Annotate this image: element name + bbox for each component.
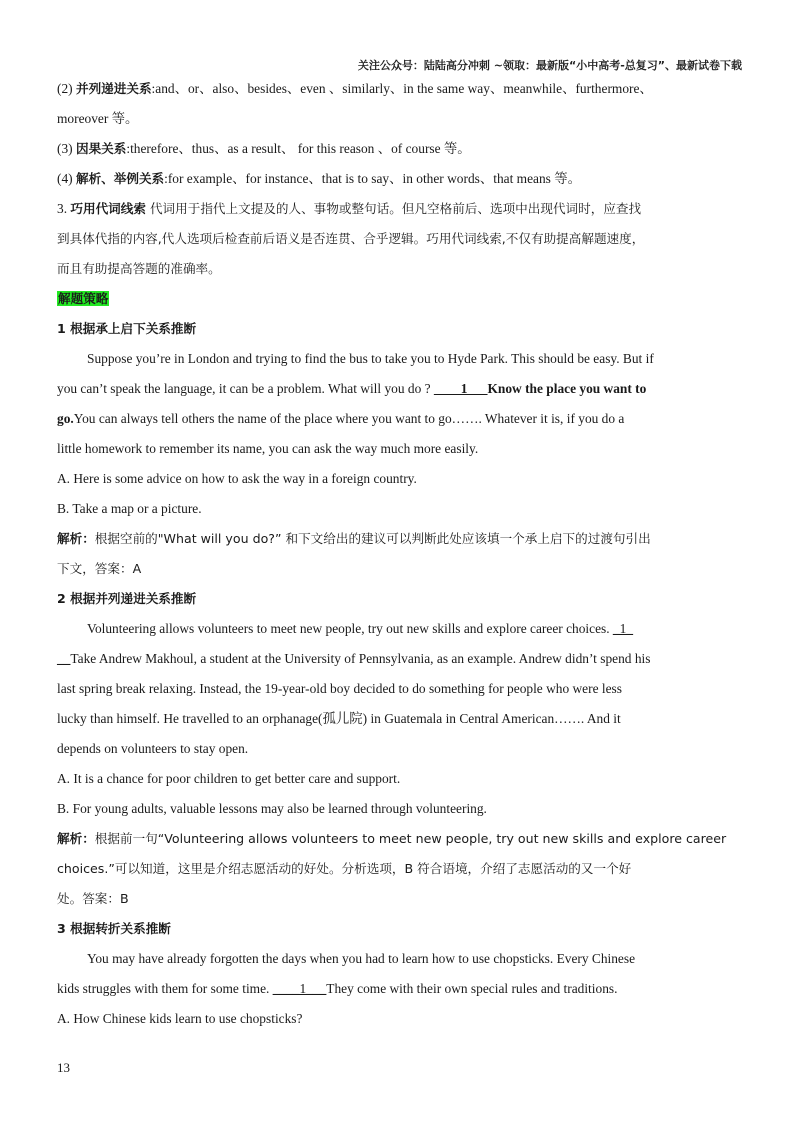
example-1-passage-line <box>57 404 747 434</box>
example-3-passage-line <box>57 974 747 1004</box>
example-1-passage-line <box>57 374 747 404</box>
item-3-number: (3) <box>57 141 76 156</box>
passage-text: Take Andrew Makhoul, a student at the University of Pennsylvania, as an example. Andrew didn’t spend his <box>70 651 651 666</box>
passage-text: You can always tell others the name of the place where you want to go……. Whatever it is, if you do a <box>73 411 625 426</box>
passage-text: Volunteering allows volunteers to meet new people, try out new skills and explore career choices. <box>87 621 613 636</box>
strategy-heading: 解题策略 <box>58 291 109 306</box>
item-3-label: 因果关系 <box>75 141 127 156</box>
item-3-text: :therefore、thus、as a result、 for this reason 、of course 等。 <box>126 141 471 156</box>
passage-text: kids struggles with them for some time. <box>57 981 273 996</box>
item-2-text: :and、or、also、besides、even 、similarly、in the same way、meanwhile、furthermore、 <box>151 81 653 96</box>
example-2-passage-line: lucky than himself. He travelled to an orphanage(孤儿院) in Guatemala in Central American……. And it <box>57 711 621 726</box>
example-2-analysis-line-1 <box>57 824 747 854</box>
example-2-option-b: B. For young adults, valuable lessons may also be learned through volunteering. <box>57 801 487 816</box>
item-3-line <box>57 134 747 164</box>
tip-3-label: 巧用代词线索 <box>70 201 146 216</box>
example-2-passage-line <box>57 614 747 644</box>
example-1-passage-line: little homework to remember its name, you can ask the way much more easily. <box>57 441 479 456</box>
passage-text: They come with their own special rules and traditions. <box>326 981 618 996</box>
strategy-heading-line <box>57 284 747 314</box>
example-1-option-a: A. Here is some advice on how to ask the way in a foreign country. <box>57 471 417 486</box>
tip-3-line-1 <box>57 194 747 224</box>
example-2-heading: 2 根据并列递进关系推断 <box>57 591 197 606</box>
example-3-heading: 3 根据转折关系推断 <box>57 921 171 936</box>
passage-text: you can’t speak the language, it can be a problem. What will you do ? <box>57 381 434 396</box>
analysis-text: 根据空前的"What will you do?” 和下文给出的建议可以判断此处应该填一个承上启下的过渡句引出 <box>94 531 651 546</box>
item-2-text-cont: moreover 等。 <box>57 111 139 126</box>
example-1-passage-line: Suppose you’re in London and trying to find the bus to take you to Hyde Park. This should be easy. But if <box>87 351 654 366</box>
item-2-label: 并列递进关系 <box>75 81 152 96</box>
item-4-text: :for example、for instance、that is to say、in other words、that means 等。 <box>164 171 581 186</box>
item-4-line <box>57 164 747 194</box>
document-body <box>57 74 747 1034</box>
example-2-passage-line: last spring break relaxing. Instead, the 19-year-old boy decided to do something for people who were less <box>57 681 622 696</box>
example-2-analysis-line-3: 处。答案：B <box>57 891 129 906</box>
answer-sentence: Know the place you want to <box>487 381 647 396</box>
analysis-label: 解析： <box>57 831 95 846</box>
example-1-heading: 1 根据承上启下关系推断 <box>57 321 197 336</box>
example-2-option-a: A. It is a chance for poor children to get better care and support. <box>57 771 401 786</box>
example-1-option-b: B. Take a map or a picture. <box>57 501 202 516</box>
item-4-number: (4) <box>57 171 76 186</box>
tip-3-number: 3. <box>57 201 71 216</box>
page-number: 13 <box>57 1060 70 1075</box>
blank-1: ____1___ <box>433 381 488 396</box>
example-2-analysis-line-2: choices.”可以知道，这里是介绍志愿活动的好处。分析选项，B 符合语境，介绍了志愿活动的又一个好 <box>57 861 632 876</box>
tip-3-line-3: 而且有助提高答题的准确率。 <box>57 261 221 276</box>
item-2-line-2 <box>57 104 747 134</box>
item-4-label: 解析、举例关系 <box>75 171 165 186</box>
blank-1: ____1___ <box>272 981 327 996</box>
example-1-analysis-line-1 <box>57 524 747 554</box>
example-3-option-a: A. How Chinese kids learn to use chopsticks? <box>57 1011 303 1026</box>
item-2-number: (2) <box>57 81 76 96</box>
example-3-passage-line: You may have already forgotten the days when you had to learn how to use chopsticks. Every Chinese <box>87 951 636 966</box>
blank-1-cont: __ <box>57 651 71 666</box>
analysis-text: 根据前一句“Volunteering allows volunteers to meet new people, try out new skills and explore career <box>94 831 727 846</box>
example-2-passage-line: depends on volunteers to stay open. <box>57 741 249 756</box>
blank-1: _1_ <box>612 621 634 636</box>
analysis-label: 解析： <box>57 531 95 546</box>
tip-3-line-2: 到具体代指的内容,代人选项后检查前后语义是否连贯、合乎逻辑。巧用代词线索,不仅有助提高解题速度， <box>57 231 645 246</box>
example-1-analysis-line-2: 下文，答案：A <box>57 561 142 576</box>
page-header-banner: 关注公众号：陆陆高分冲刺 ~领取：最新版“小中高考-总复习”、最新试卷下载 <box>357 59 742 72</box>
example-2-passage-line <box>57 644 747 674</box>
item-2-line-1 <box>57 74 747 104</box>
tip-3-text: 代词用于指代上文提及的人、事物或整句话。但凡空格前后、选项中出现代词时，应查找 <box>145 201 642 216</box>
answer-sentence-end: go. <box>57 411 74 426</box>
